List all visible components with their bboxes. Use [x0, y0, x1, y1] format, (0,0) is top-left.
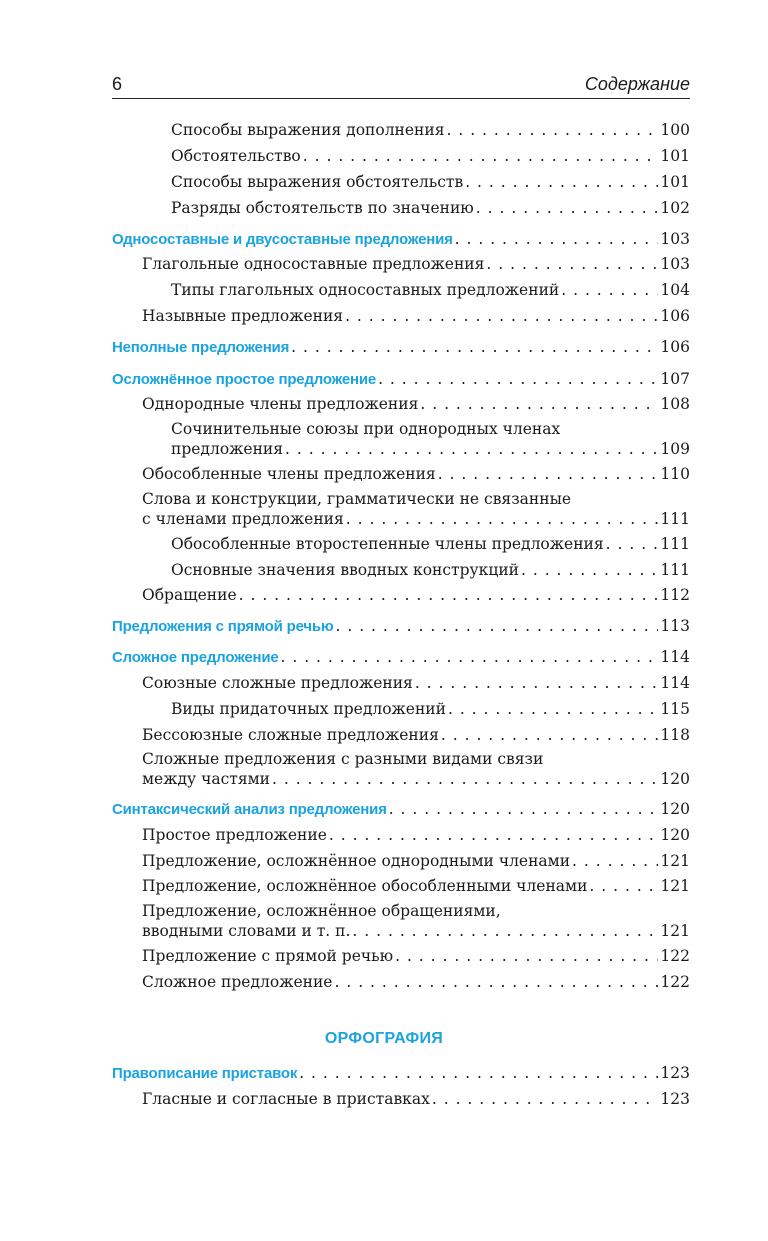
toc-entry-page: 109 — [660, 440, 690, 458]
toc-entry-title: Виды придаточных предложений — [171, 700, 446, 718]
toc-entry-title-first-line: Предложение, осложнённое обращениями, — [142, 902, 501, 920]
dot-leader — [448, 699, 658, 719]
toc-entry — [0, 901, 690, 941]
dot-leader — [285, 439, 658, 459]
toc-entry — [0, 972, 690, 992]
toc-entry-title: Разряды обстоятельств по значению — [171, 199, 474, 217]
toc-entry-title: Способы выражения дополнения — [171, 121, 445, 139]
dot-leader — [589, 876, 658, 896]
toc-entry-page: 114 — [660, 648, 690, 666]
toc-entry-title: Сложное предложение — [142, 973, 333, 991]
dot-leader — [455, 229, 659, 249]
toc-entry-title: Обращение — [142, 586, 237, 604]
toc-entry — [0, 489, 690, 529]
toc-entry-title: Синтаксический анализ предложения — [112, 801, 387, 818]
toc-entry-title: Типы глагольных односоставных предложений — [171, 281, 560, 299]
toc-entry-page: 120 — [660, 800, 690, 818]
toc-entry — [0, 673, 690, 693]
toc-entry-page: 111 — [660, 510, 690, 528]
toc-entry — [0, 749, 690, 789]
toc-entry-title: Предложение, осложнённое обособленными членами — [142, 877, 588, 895]
toc-entry — [0, 369, 690, 389]
dot-leader — [438, 464, 659, 484]
toc-entry-page: 114 — [660, 674, 690, 692]
toc-entry-page: 121 — [660, 877, 690, 895]
toc-entry-page: 106 — [660, 307, 690, 325]
toc-entry-page: 121 — [660, 922, 690, 940]
dot-leader — [346, 509, 659, 529]
section-heading: ОРФОГРАФИЯ — [324, 1030, 444, 1047]
toc-entry-page: 121 — [660, 852, 690, 870]
toc-entry — [0, 306, 690, 326]
toc-entry-page: 115 — [660, 700, 690, 718]
toc-entry-title: Глагольные односоставные предложения — [142, 255, 485, 273]
toc-entry-title-first-line: Сложные предложения с разными видами связи — [142, 750, 544, 768]
toc-entry — [0, 146, 690, 166]
dot-leader — [446, 120, 658, 140]
toc-entry — [0, 280, 690, 300]
dot-leader — [239, 585, 659, 605]
toc-entry-title: Бессоюзные сложные предложения — [142, 726, 439, 744]
toc-entry — [0, 534, 690, 554]
toc-entry-page: 103 — [660, 255, 690, 273]
toc-entry-title: Обособленные второстепенные члены предложения — [171, 535, 604, 553]
toc-entry — [0, 419, 690, 459]
dot-leader — [352, 921, 658, 941]
toc-entry — [0, 172, 690, 192]
dot-leader — [420, 394, 658, 414]
toc-entry — [0, 464, 690, 484]
dot-leader — [334, 972, 658, 992]
dot-leader — [329, 825, 659, 845]
dot-leader — [299, 1063, 658, 1083]
toc-entry-title: Однородные члены предложения — [142, 395, 419, 413]
toc-entry-title: Гласные и согласные в приставках — [142, 1090, 430, 1108]
dot-leader — [561, 280, 658, 300]
toc-entry — [0, 851, 690, 871]
toc-entry-page: 120 — [660, 826, 690, 844]
page-number: 6 — [112, 74, 123, 94]
toc-entry — [0, 337, 690, 357]
toc-entry-page: 101 — [660, 173, 690, 191]
toc-entry-page: 108 — [660, 395, 690, 413]
dot-leader — [389, 799, 659, 819]
dot-leader — [291, 337, 658, 357]
dot-leader — [395, 946, 658, 966]
toc-entry-title: предложения — [171, 440, 284, 458]
toc-entry-page: 106 — [660, 338, 690, 356]
toc-entry-title: Союзные сложные предложения — [142, 674, 413, 692]
dot-leader — [415, 673, 659, 693]
toc-entry-title: между частями — [142, 770, 270, 788]
dot-leader — [303, 146, 659, 166]
dot-leader — [521, 560, 658, 580]
toc-entry-page: 123 — [660, 1090, 690, 1108]
toc-entry — [0, 876, 690, 896]
toc-entry-title: Обособленные члены предложения — [142, 465, 436, 483]
toc-entry-page: 110 — [660, 465, 690, 483]
dot-leader — [280, 647, 658, 667]
toc-entry-title: Сложное предложение — [112, 649, 279, 666]
toc-entry-title: Предложение с прямой речью — [142, 947, 394, 965]
toc-entry-page: 100 — [660, 121, 690, 139]
toc-entry — [0, 616, 690, 636]
toc-entry-page: 111 — [660, 535, 690, 553]
dot-leader — [272, 769, 658, 789]
toc-entry-title: Назывные предложения — [142, 307, 344, 325]
page-header — [112, 74, 690, 99]
toc-entry-page: 118 — [660, 726, 690, 744]
toc-entry-title: Односоставные и двусоставные предложения — [112, 231, 453, 248]
toc-entry — [0, 585, 690, 605]
dot-leader — [441, 725, 659, 745]
toc-entry-title-first-line: Слова и конструкции, грамматически не связанные — [142, 490, 572, 508]
dot-leader — [486, 254, 658, 274]
toc-entry — [0, 560, 690, 580]
toc-entry-title-first-line: Сочинительные союзы при однородных членах — [171, 420, 561, 438]
dot-leader — [378, 369, 658, 389]
toc-entry-title: Способы выражения обстоятельств — [171, 173, 464, 191]
toc-entry-title: Простое предложение — [142, 826, 327, 844]
toc-entry-page: 101 — [660, 147, 690, 165]
toc-entry-title: Осложнённое простое предложение — [112, 371, 377, 388]
toc-entry — [0, 254, 690, 274]
toc-entry-page: 112 — [660, 586, 690, 604]
toc-entry — [0, 799, 690, 819]
toc-entry-title: вводными словами и т. п. — [142, 922, 351, 940]
dot-leader — [432, 1089, 659, 1109]
toc-entry-title: Неполные предложения — [112, 339, 290, 356]
dot-leader — [336, 616, 659, 636]
toc-entry-title: Предложение, осложнённое однородными членами — [142, 852, 571, 870]
toc-entry-page: 122 — [660, 973, 690, 991]
toc-entry-page: 103 — [660, 230, 690, 248]
toc-entry — [0, 198, 690, 218]
toc-entry-page: 120 — [660, 770, 690, 788]
toc-entry — [0, 229, 690, 249]
page-title: Содержание — [584, 74, 690, 94]
toc-entry — [0, 725, 690, 745]
toc-entry-title: Обстоятельство — [171, 147, 301, 165]
toc-entry — [0, 946, 690, 966]
toc-entry — [0, 647, 690, 667]
toc-entry-title: Правописание приставок — [112, 1065, 298, 1082]
toc-entry-title: с членами предложения — [142, 510, 344, 528]
toc-entry — [0, 699, 690, 719]
toc-entry — [0, 120, 690, 140]
toc-entry — [0, 1089, 690, 1109]
toc-entry-page: 123 — [660, 1064, 690, 1082]
toc-entry-page: 111 — [660, 561, 690, 579]
toc-entry — [0, 1063, 690, 1083]
dot-leader — [345, 306, 658, 326]
toc-entry-title: Основные значения вводных конструкций — [171, 561, 519, 579]
toc-entry — [0, 825, 690, 845]
toc-entry-page: 122 — [660, 947, 690, 965]
dot-leader — [572, 851, 658, 871]
toc-entry-page: 104 — [660, 281, 690, 299]
dot-leader — [606, 534, 659, 554]
toc-entry-title: Предложения с прямой речью — [112, 618, 334, 635]
toc-entry — [0, 394, 690, 414]
toc-entry-page: 107 — [660, 370, 690, 388]
dot-leader — [476, 198, 659, 218]
toc-entry-page: 102 — [660, 199, 690, 217]
toc-entry-page: 113 — [660, 617, 690, 635]
dot-leader — [465, 172, 658, 192]
